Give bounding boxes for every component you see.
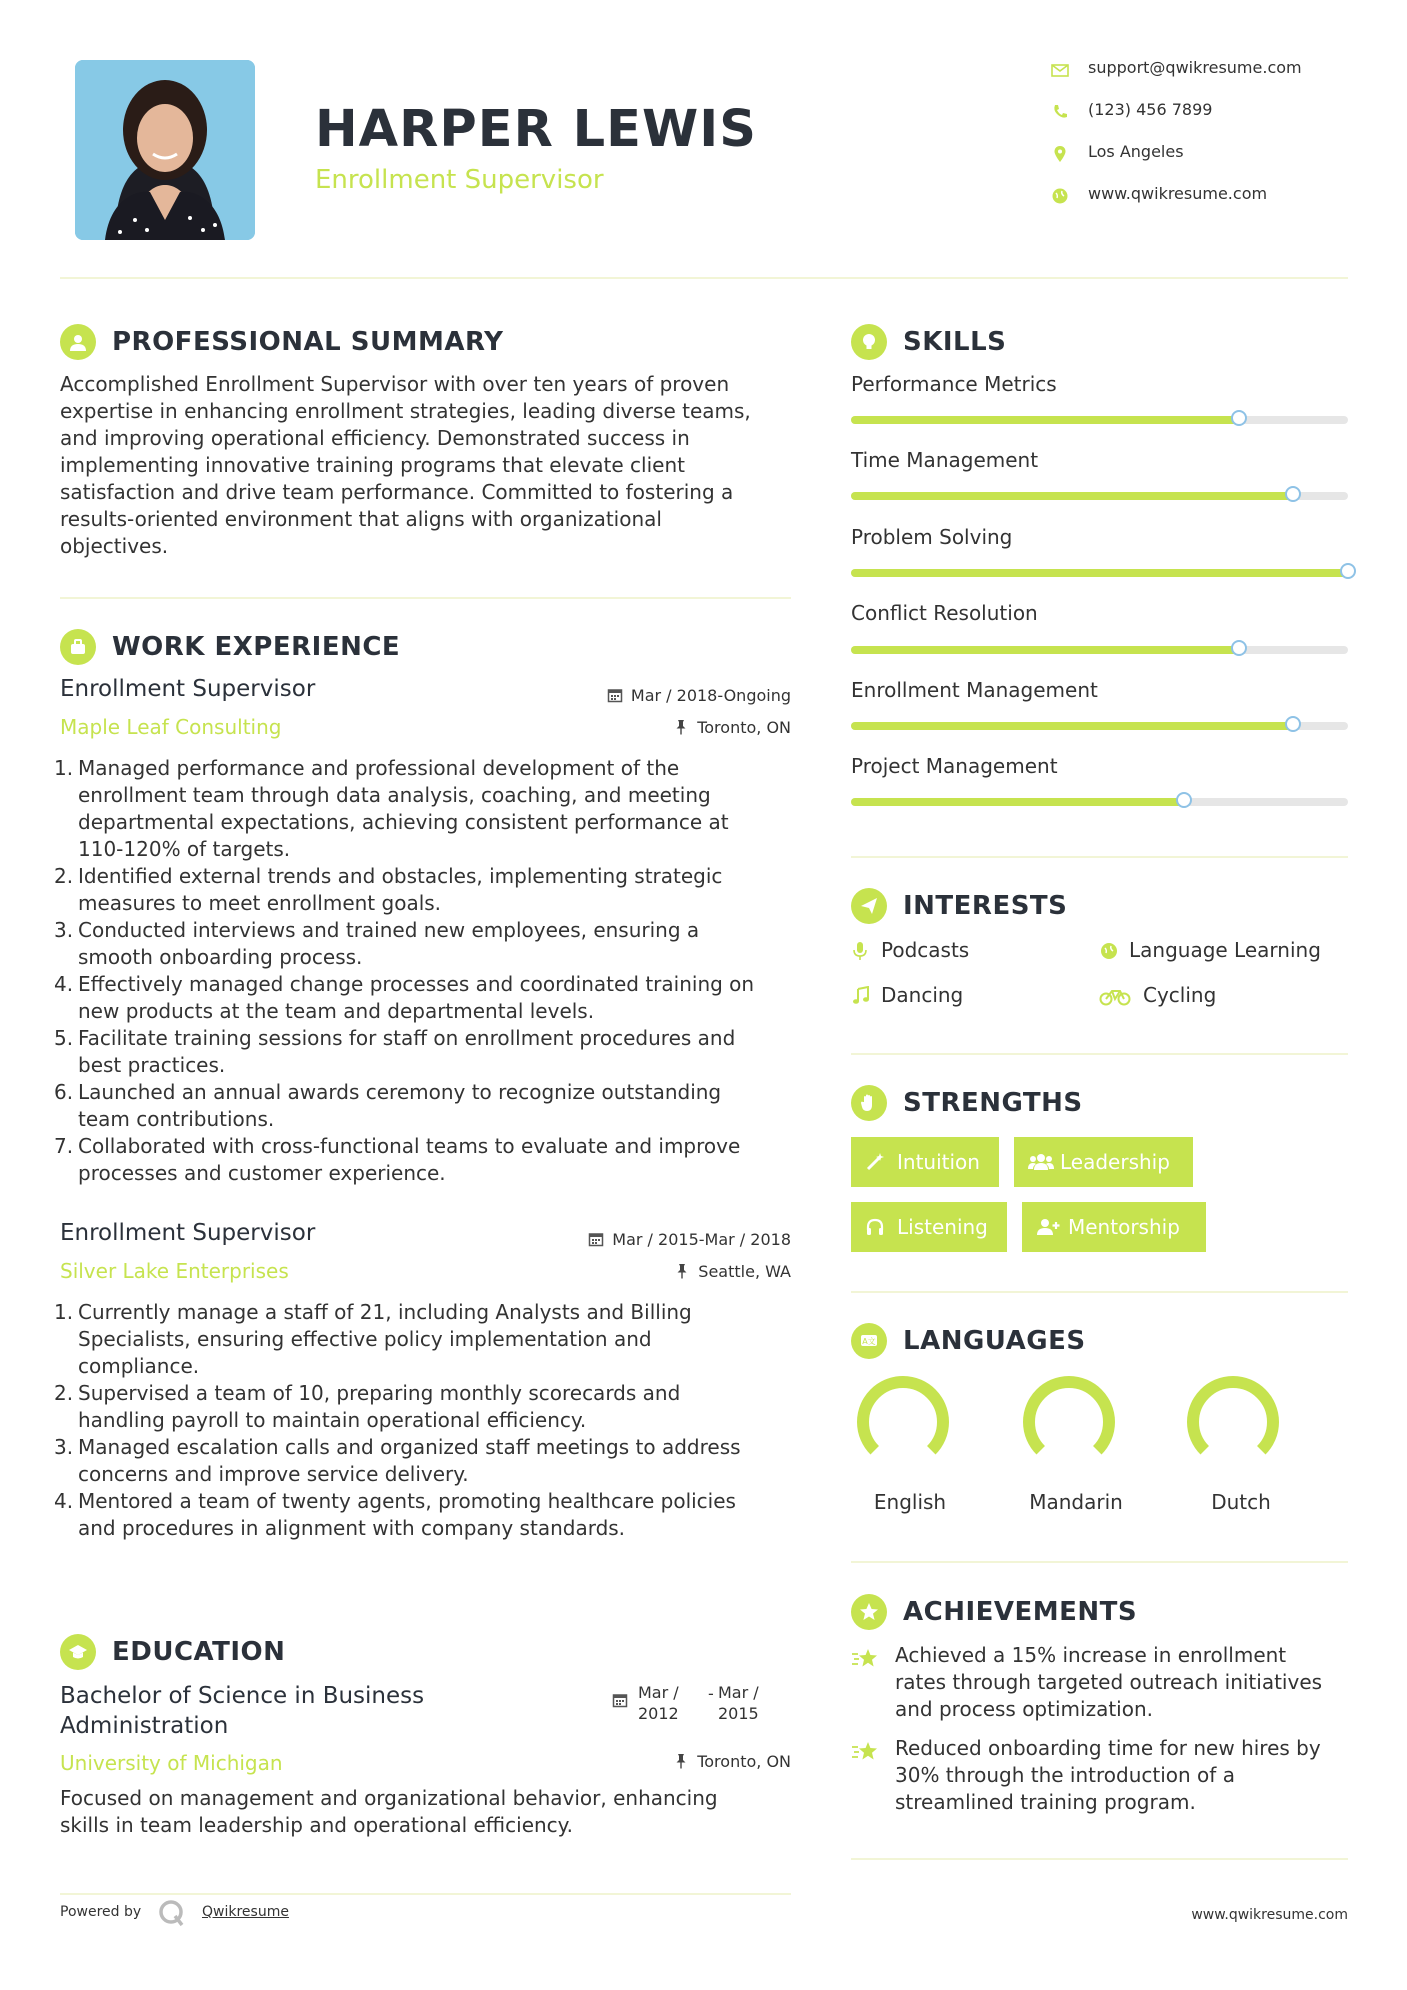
phone-icon [1050,102,1070,122]
experience-heading: WORK EXPERIENCE [112,632,401,662]
calendar-icon [612,1692,632,1712]
skill-label: Performance Metrics [851,372,1057,396]
strength-chip: Intuition [851,1137,999,1187]
job-company: Silver Lake Enterprises [60,1259,289,1283]
job-location [674,1262,791,1281]
language-label: English [873,1490,947,1514]
list-item: 3. Managed escalation calls and organized staff meetings to address concerns and improve service delivery. [54,1435,741,1486]
profile-photo [75,60,255,240]
job-dates-text: Mar / 2018-Ongoing [630,686,791,705]
achievement-item: Reduced onboarding time for new hires by 30% through the introduction of a streamlined training program. [895,1736,1321,1814]
skill-bar [851,569,1348,577]
achievement-star-icon [851,1647,881,1671]
contact-location [1050,142,1350,166]
skill-bar-knob [1231,640,1247,656]
skill-bar-knob [1176,792,1192,808]
language-ring [1193,1382,1273,1462]
magic-wand-icon [865,1152,885,1172]
location-text: Los Angeles [1088,142,1184,161]
pushpin-icon [674,1263,690,1279]
summary-line: expertise in enhancing enrollment strategies, leading diverse teams, [60,399,751,423]
job-dates-text: Mar / 2015-Mar / 2018 [612,1230,791,1249]
skill-bar [851,492,1348,500]
skill-bar [851,416,1348,424]
skill-label: Conflict Resolution [851,601,1038,625]
music-note-icon [851,986,871,1006]
achievement-star-icon [851,1740,881,1764]
education-location: Toronto, ON [673,1752,791,1771]
list-item: 2. Identified external trends and obstacles, implementing strategic measures to meet enrollment goals. [54,864,723,915]
section-skills [851,324,1301,364]
achievements-heading: ACHIEVEMENTS [903,1597,1138,1627]
bicycle-icon [1099,986,1131,1006]
languages-heading: LANGUAGES [903,1326,1086,1356]
education-text: Focused on management and organizational behavior, enhancing skills in team leadership and operational efficiency. [60,1786,718,1837]
summary-line: implementing innovative training programs that elevate client [60,453,685,477]
candidate-name: HARPER LEWIS [315,100,757,159]
strength-chip: Listening [851,1202,1007,1252]
globe-icon [1099,941,1119,961]
job-location [673,718,791,737]
contact-website[interactable] [1050,184,1350,208]
globe-icon [1050,186,1070,206]
user-plus-icon [1036,1217,1060,1237]
pushpin-icon [673,719,689,735]
skill-bar-knob [1285,486,1301,502]
list-item: 7. Collaborated with cross-functional teams to evaluate and improve processes and customer experience. [54,1134,741,1185]
list-item: 1. Currently manage a staff of 21, including Analysts and Billing Specialists, ensuring effective policy implementation and compliance. [54,1300,692,1378]
languages-divider [851,1561,1348,1563]
envelope-icon [1050,60,1070,80]
degree-line: Administration [60,1713,229,1739]
list-item: 1. Managed performance and professional development of the enrollment team through data analysis, coaching, and meeting departmental expectations, achieving consistent performance at 110-120% of targets. [54,756,729,861]
achievements-divider [851,1858,1348,1860]
contact-phone[interactable] [1050,100,1350,124]
language-label: Mandarin [1029,1490,1123,1514]
language-icon [851,1323,887,1359]
section-languages [851,1323,1301,1363]
job-location-text: Toronto, ON [697,718,791,737]
website-text[interactable]: www.qwikresume.com [1088,184,1268,203]
interests-divider [851,1053,1348,1055]
strengths-heading: STRENGTHS [903,1088,1083,1118]
section-interests [851,888,1301,928]
briefcase-icon [60,629,96,665]
interest-item: Cycling [1099,983,1349,1009]
skill-bar-fill [851,646,1239,654]
footer-website-link[interactable]: www.qwikresume.com [1191,1907,1348,1923]
pushpin-icon [673,1753,689,1769]
list-item: 2. Supervised a team of 10, preparing monthly scorecards and handling payroll to maintain operational efficiency. [54,1381,681,1432]
section-achievements [851,1594,1301,1634]
job-company: Maple Leaf Consulting [60,715,282,739]
skill-bar-fill [851,722,1293,730]
skill-label: Enrollment Management [851,678,1098,702]
skill-bar [851,798,1348,806]
skill-label: Problem Solving [851,525,1013,549]
summary-line: satisfaction and drive team performance. Committed to fostering a [60,480,734,504]
job-dates [607,686,791,705]
header-divider [60,277,1348,279]
summary-divider [60,597,791,599]
achievement-item: Achieved a 15% increase in enrollment rates through targeted outreach initiatives and process optimization. [895,1643,1323,1721]
summary-line: and improving operational efficiency. Demonstrated success in [60,426,690,450]
language-label: Dutch [1211,1490,1271,1514]
education-start: Mar / 2012 [638,1683,679,1723]
qwikresume-link[interactable]: Qwikresume [202,1904,289,1920]
contact-email[interactable] [1050,58,1350,82]
section-education [60,1634,660,1674]
calendar-icon [588,1231,604,1247]
strength-chip: Leadership [1014,1137,1193,1187]
school-name: University of Michigan [60,1751,283,1775]
interest-item: Podcasts [851,938,1071,964]
phone-text[interactable]: (123) 456 7899 [1088,100,1213,119]
summary-line: results-oriented environment that aligns with organizational [60,507,662,531]
job-role: Enrollment Supervisor [60,676,316,702]
summary-text [60,371,800,560]
skill-label: Time Management [851,448,1039,472]
date-separator: - [708,1684,714,1703]
list-item: 5. Facilitate training sessions for staff on enrollment procedures and best practices. [54,1026,736,1077]
interests-heading: INTERESTS [903,891,1068,921]
group-icon [1028,1152,1054,1172]
degree-title [60,1681,424,1741]
skill-bar-fill [851,416,1239,424]
skill-bar-knob [1231,410,1247,426]
skill-bar [851,722,1348,730]
email-text[interactable]: support@qwikresume.com [1088,58,1302,77]
list-item: 4. Effectively managed change processes and coordinated training on new products at the team and departmental levels. [54,972,755,1023]
job-role: Enrollment Supervisor [60,1220,316,1246]
summary-line: objectives. [60,534,169,558]
paper-plane-icon [851,888,887,924]
interest-item: Language Learning [1099,938,1349,964]
skill-bar-fill [851,569,1348,577]
user-icon [60,324,96,360]
headphones-icon [865,1217,885,1237]
skill-label: Project Management [851,754,1058,778]
skill-bar-knob [1285,716,1301,732]
language-ring [1029,1382,1109,1462]
education-divider [60,1893,791,1895]
language-ring [863,1382,943,1462]
skill-bar-fill [851,798,1184,806]
calendar-icon [607,687,623,703]
education-heading: EDUCATION [112,1637,286,1667]
lightbulb-icon [851,324,887,360]
list-item: 3. Conducted interviews and trained new employees, ensuring a smooth onboarding process. [54,918,700,969]
strength-chip: Mentorship [1022,1202,1206,1252]
education-end: Mar / 2015 [718,1683,759,1723]
graduation-icon [60,1634,96,1670]
strengths-divider [851,1291,1348,1293]
svg-text:A文: A文 [862,1337,876,1346]
section-summary [60,324,660,364]
degree-line: Bachelor of Science in Business [60,1683,425,1709]
job-bullets [54,1299,800,1542]
summary-line: Accomplished Enrollment Supervisor with over ten years of proven [60,372,730,396]
job-bullets [54,755,800,1187]
candidate-title: Enrollment Supervisor [315,165,604,195]
skills-heading: SKILLS [903,327,1007,357]
list-item: 6. Launched an annual awards ceremony to recognize outstanding team contributions. [54,1080,722,1131]
job-dates [588,1230,791,1249]
skill-bar-knob [1340,563,1356,579]
summary-heading: PROFESSIONAL SUMMARY [112,327,504,357]
skill-bar-fill [851,492,1293,500]
powered-by-label: Powered by [60,1904,142,1920]
star-badge-icon [851,1594,887,1630]
raised-hand-icon [851,1085,887,1121]
map-pin-icon [1050,144,1070,164]
interest-item: Dancing [851,983,1071,1009]
microphone-icon [851,941,869,961]
skill-bar [851,646,1348,654]
qwikresume-logo-icon [157,1898,187,1928]
section-experience [60,629,660,669]
skills-divider [851,856,1348,858]
section-strengths [851,1085,1301,1125]
job-location-text: Seattle, WA [698,1262,791,1281]
list-item: 4. Mentored a team of twenty agents, promoting healthcare policies and procedures in alignment with company standards. [54,1489,736,1540]
